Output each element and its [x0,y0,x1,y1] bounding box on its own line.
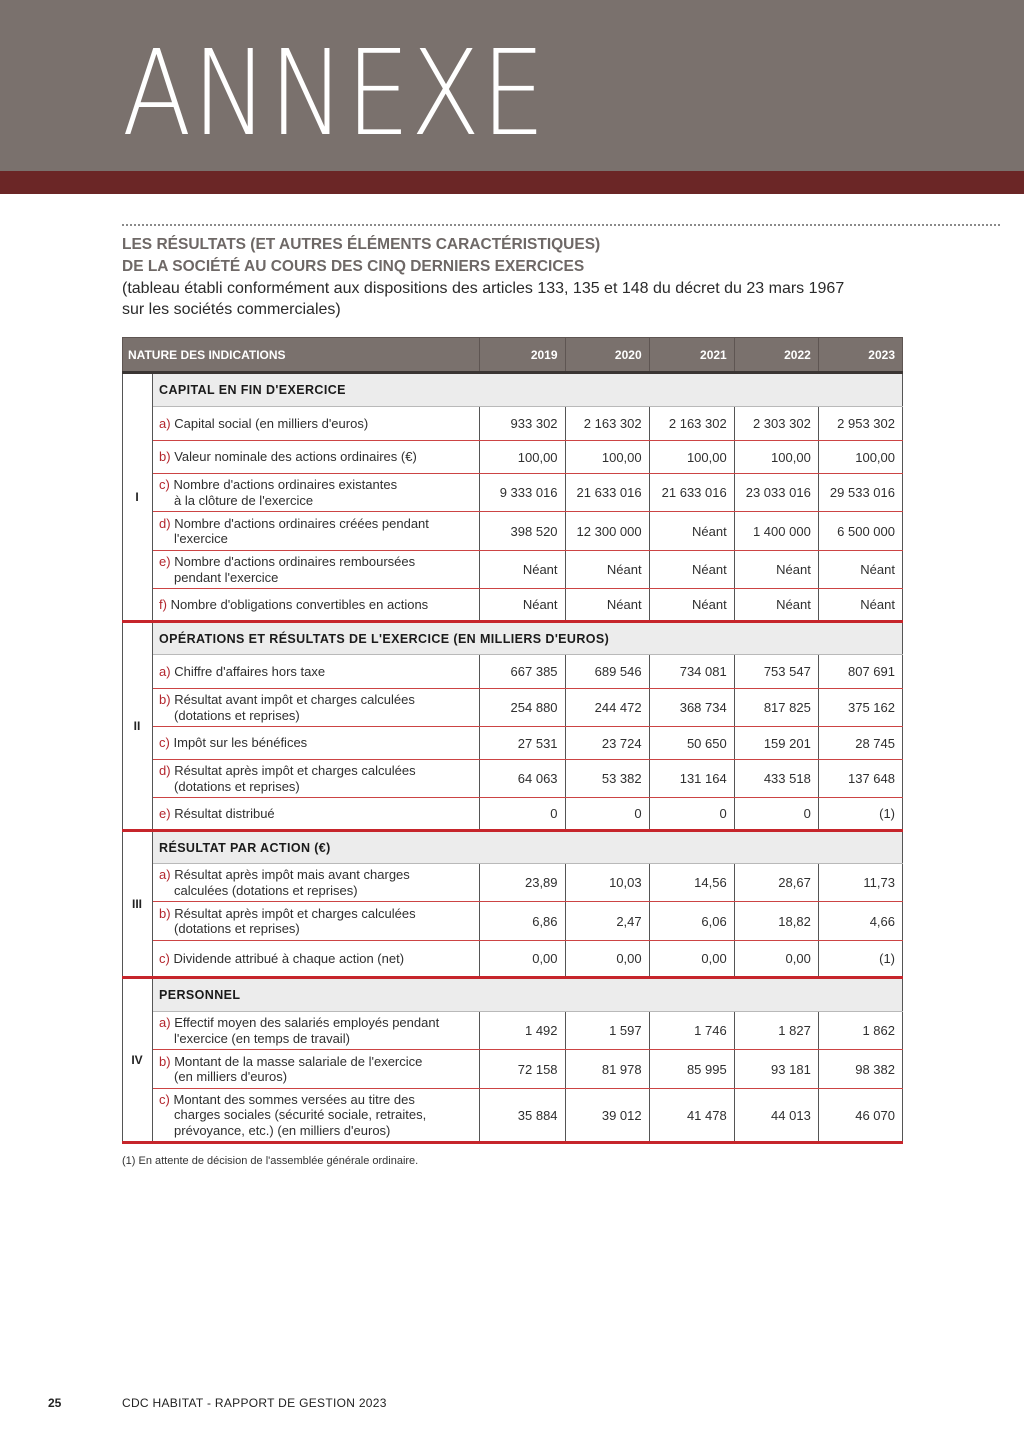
row-label [153,407,480,441]
row-label [153,760,480,798]
header-year: 2020 [565,338,649,373]
row-label [153,1050,480,1089]
row-letter: d) [159,515,171,531]
value-cell: 2,47 [565,902,649,941]
row-text: Nombre d'obligations convertibles en actions [170,596,429,612]
row-letter: c) [159,735,170,751]
value-cell: 6,06 [649,902,734,941]
section-heading [122,234,922,320]
value-cell: 1 746 [649,1012,734,1050]
header-banner [0,0,1024,171]
value-cell: 100,00 [818,441,902,474]
value-cell: 2 953 302 [818,407,902,441]
value-cell: Néant [649,589,734,622]
value-cell: 27 531 [480,727,565,760]
value-cell: 10,03 [565,864,649,902]
value-cell: 1 862 [818,1012,902,1050]
row-letter: d) [159,763,171,778]
value-cell: 433 518 [734,760,818,798]
value-cell: Néant [818,551,902,589]
row-text-continued: (dotations et reprises) [174,707,300,723]
value-cell: 72 158 [480,1050,565,1089]
row-text: Dividende attribué à chaque action (net) [173,950,405,966]
value-cell: 1 597 [565,1012,649,1050]
value-cell: 18,82 [734,902,818,941]
value-cell: 53 382 [565,760,649,798]
value-cell: 137 648 [818,760,902,798]
header-year: 2021 [649,338,734,373]
value-cell: (1) [818,941,902,978]
section-title: OPÉRATIONS ET RÉSULTATS DE L'EXERCICE (EN MILLIERS D'EUROS) [153,622,903,655]
value-cell: 667 385 [480,655,565,689]
table-row [123,1089,903,1143]
value-cell: 14,56 [649,864,734,902]
table-row [123,441,903,474]
value-cell: 23 724 [565,727,649,760]
row-label [153,902,480,941]
row-label [153,551,480,589]
row-text-continued: calculées (dotations et reprises) [174,882,358,898]
row-text: Résultat après impôt et charges calculées [174,905,416,921]
row-label [153,1012,480,1050]
value-cell: 12 300 000 [565,512,649,551]
value-cell: Néant [649,551,734,589]
value-cell: 35 884 [480,1089,565,1143]
value-cell: 734 081 [649,655,734,689]
row-label [153,474,480,512]
row-letter: c) [159,950,170,966]
row-text: Chiffre d'affaires hors taxe [174,663,326,679]
value-cell: 39 012 [565,1089,649,1143]
header-year: 2023 [818,338,902,373]
row-letter: b) [159,449,171,465]
value-cell: Néant [818,589,902,622]
value-cell: 28 745 [818,727,902,760]
table-row [123,727,903,760]
value-cell: 44 013 [734,1089,818,1143]
value-cell: 21 633 016 [649,474,734,512]
row-text: Effectif moyen des salariés employés pendant [174,1015,440,1030]
heading-line-2: DE LA SOCIÉTÉ AU COURS DES CINQ DERNIERS EXERCICES [122,258,585,275]
row-letter: b) [159,1053,171,1069]
table-row [123,1012,903,1050]
section-roman: III [123,831,153,978]
table-row [123,798,903,831]
row-letter: e) [159,805,171,821]
row-text: Capital social (en milliers d'euros) [174,415,369,431]
dotted-divider [122,224,1000,226]
table-header-row [123,338,903,373]
value-cell: Néant [734,589,818,622]
value-cell: 159 201 [734,727,818,760]
banner-stripe [0,171,1024,194]
header-year: 2019 [480,338,565,373]
heading-line-1: LES RÉSULTATS (ET AUTRES ÉLÉMENTS CARACTÉRISTIQUES) [122,236,601,253]
section-roman: IV [123,978,153,1143]
header-nature: NATURE DES INDICATIONS [123,338,480,373]
value-cell: 64 063 [480,760,565,798]
row-text: Résultat après impôt et charges calculées [174,763,416,778]
row-text: Nombre d'actions ordinaires remboursées [174,554,416,569]
value-cell: 28,67 [734,864,818,902]
value-cell: 46 070 [818,1089,902,1143]
value-cell: 85 995 [649,1050,734,1089]
row-letter: c) [159,477,170,492]
row-text-continued: à la clôture de l'exercice [174,492,314,508]
value-cell: 0,00 [480,941,565,978]
section-roman: II [123,622,153,831]
row-letter: a) [159,1015,171,1030]
section-title-row [123,373,903,407]
value-cell: 6 500 000 [818,512,902,551]
value-cell: 131 164 [649,760,734,798]
value-cell: Néant [565,589,649,622]
value-cell: 6,86 [480,902,565,941]
header-year: 2022 [734,338,818,373]
row-text: Impôt sur les bénéfices [173,735,308,751]
value-cell: 11,73 [818,864,902,902]
value-cell: Néant [480,551,565,589]
page-number: 25 [48,1396,62,1410]
table-row [123,689,903,727]
value-cell: 817 825 [734,689,818,727]
value-cell: 23 033 016 [734,474,818,512]
row-letter: f) [159,596,167,612]
value-cell: 2 163 302 [565,407,649,441]
row-label [153,941,480,978]
table-row [123,655,903,689]
table-row [123,902,903,941]
table-row [123,512,903,551]
value-cell: 398 520 [480,512,565,551]
value-cell: 0 [734,798,818,831]
value-cell: 100,00 [649,441,734,474]
value-cell: Néant [565,551,649,589]
row-letter: c) [159,1091,170,1107]
table-row [123,551,903,589]
row-text: Résultat après impôt mais avant charges [174,867,410,882]
value-cell: 0,00 [734,941,818,978]
row-text-continued: l'exercice [174,531,228,546]
row-letter: e) [159,554,171,569]
row-label [153,864,480,902]
value-cell: 4,66 [818,902,902,941]
row-label [153,441,480,474]
row-text-continued: (en milliers d'euros) [174,1069,288,1084]
value-cell: 689 546 [565,655,649,689]
row-text-continued: (dotations et reprises) [174,921,300,936]
value-cell: 753 547 [734,655,818,689]
value-cell: 375 162 [818,689,902,727]
table-row [123,1050,903,1089]
row-label [153,512,480,551]
value-cell: 0 [565,798,649,831]
row-text-continued: (dotations et reprises) [174,778,300,794]
value-cell: 2 163 302 [649,407,734,441]
value-cell: 81 978 [565,1050,649,1089]
results-table [122,337,903,1144]
value-cell: 100,00 [480,441,565,474]
heading-subtitle-1: (tableau établi conformément aux dispositions des articles 133, 135 et 148 du décret du 23 mars 1967 [122,280,845,297]
table-row [123,589,903,622]
value-cell: 93 181 [734,1050,818,1089]
table-row [123,864,903,902]
value-cell: 98 382 [818,1050,902,1089]
row-label [153,589,480,622]
value-cell: 1 492 [480,1012,565,1050]
value-cell: Néant [480,589,565,622]
value-cell: 254 880 [480,689,565,727]
value-cell: 1 400 000 [734,512,818,551]
value-cell: Néant [649,512,734,551]
value-cell: 100,00 [734,441,818,474]
section-title: RÉSULTAT PAR ACTION (€) [153,831,903,864]
section-title: PERSONNEL [153,978,903,1012]
footnote: (1) En attente de décision de l'assemblée générale ordinaire. [122,1155,419,1167]
value-cell: 368 734 [649,689,734,727]
value-cell: 2 303 302 [734,407,818,441]
value-cell: 0 [649,798,734,831]
row-text: Nombre d'actions ordinaires existantes [173,477,398,492]
value-cell: 9 333 016 [480,474,565,512]
section-title-row [123,622,903,655]
row-text: Résultat distribué [174,805,275,821]
value-cell: 21 633 016 [565,474,649,512]
row-letter: b) [159,905,171,921]
page-title: ANNEXE [122,24,547,162]
section-title-row [123,831,903,864]
table-row [123,407,903,441]
section-roman: I [123,373,153,622]
table-row [123,760,903,798]
value-cell: 29 533 016 [818,474,902,512]
section-title: CAPITAL EN FIN D'EXERCICE [153,373,903,407]
row-text-continued: charges sociales (sécurité sociale, retraites, [174,1107,427,1123]
value-cell: 23,89 [480,864,565,902]
row-label [153,1089,480,1143]
value-cell: 41 478 [649,1089,734,1143]
row-letter: a) [159,867,171,882]
value-cell: 933 302 [480,407,565,441]
value-cell: Néant [734,551,818,589]
value-cell: (1) [818,798,902,831]
row-text: Montant des sommes versées au titre des [173,1091,415,1107]
row-label [153,655,480,689]
row-letter: b) [159,692,171,707]
row-text-continued: prévoyance, etc.) (en milliers d'euros) [174,1122,391,1138]
heading-subtitle-2: sur les sociétés commerciales) [122,301,341,318]
value-cell: 0,00 [649,941,734,978]
value-cell: 0 [480,798,565,831]
row-label [153,798,480,831]
row-text: Valeur nominale des actions ordinaires (€) [174,449,417,465]
value-cell: 1 827 [734,1012,818,1050]
row-letter: a) [159,663,171,679]
row-text: Résultat avant impôt et charges calculées [174,692,415,707]
value-cell: 50 650 [649,727,734,760]
table-row [123,941,903,978]
row-letter: a) [159,415,171,431]
row-label [153,689,480,727]
footer-text: CDC HABITAT - RAPPORT DE GESTION 2023 [122,1396,387,1410]
row-label [153,727,480,760]
row-text-continued: pendant l'exercice [174,569,279,585]
value-cell: 244 472 [565,689,649,727]
section-title-row [123,978,903,1012]
table-row [123,474,903,512]
value-cell: 0,00 [565,941,649,978]
value-cell: 807 691 [818,655,902,689]
row-text: Montant de la masse salariale de l'exercice [174,1053,423,1069]
row-text: Nombre d'actions ordinaires créées pendant [174,515,429,531]
value-cell: 100,00 [565,441,649,474]
row-text-continued: l'exercice (en temps de travail) [174,1030,350,1046]
